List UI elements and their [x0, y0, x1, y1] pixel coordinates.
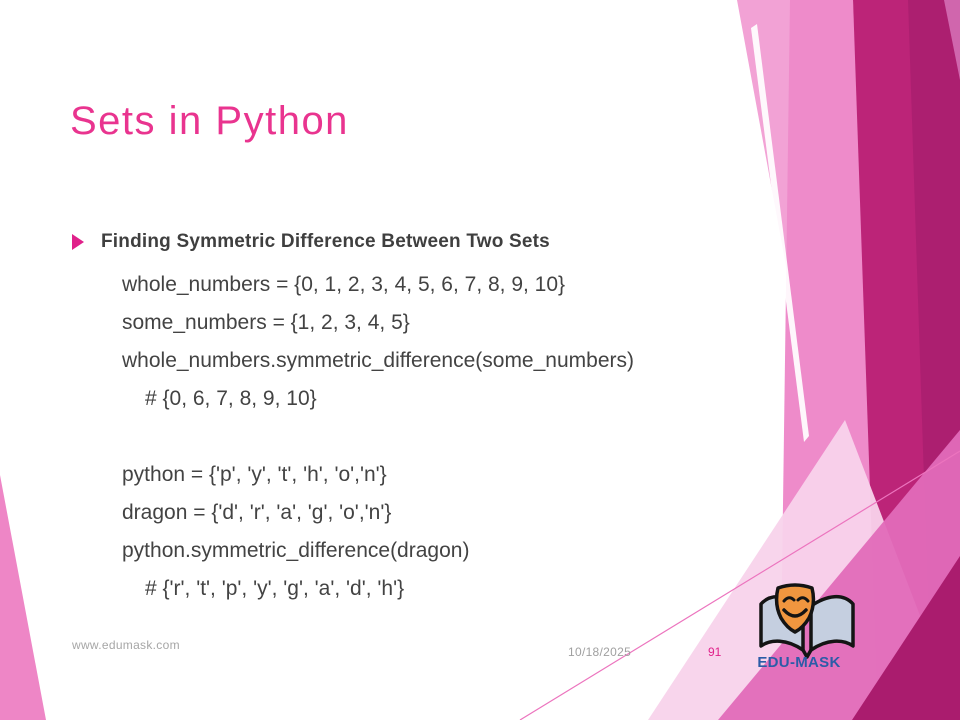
code-blank-line — [122, 418, 634, 456]
code-line: python.symmetric_difference(dragon) — [122, 539, 470, 562]
code-line: whole_numbers = {0, 1, 2, 3, 4, 5, 6, 7, 8, 9, 10} — [122, 273, 566, 296]
page-number: 91 — [708, 645, 722, 659]
footer-date: 10/18/2025 — [568, 645, 632, 659]
code-comment-line: # {0, 6, 7, 8, 9, 10} — [145, 387, 317, 410]
edu-mask-logo — [753, 582, 863, 674]
deco-bottom-left-wedge — [0, 475, 46, 720]
footer-website: www.edumask.com — [72, 638, 180, 652]
code-line: dragon = {'d', 'r', 'a', 'g', 'o','n'} — [122, 501, 392, 524]
bullet-heading-text: Finding Symmetric Difference Between Two Sets — [101, 231, 550, 252]
code-line: python = {'p', 'y', 't', 'h', 'o','n'} — [122, 463, 387, 486]
code-line: whole_numbers.symmetric_difference(some_numbers) — [122, 349, 634, 372]
code-line: some_numbers = {1, 2, 3, 4, 5} — [122, 311, 410, 334]
code-block — [122, 266, 634, 608]
code-comment-line: # {'r', 't', 'p', 'y', 'g', 'a', 'd', 'h'} — [145, 577, 405, 600]
slide-title: Sets in Python — [70, 98, 349, 143]
edu-mask-logo-text: EDU-MASK — [757, 654, 841, 671]
bullet-heading-row — [72, 231, 550, 253]
bullet-triangle-icon — [72, 234, 84, 250]
edu-mask-logo-icon — [753, 582, 857, 660]
